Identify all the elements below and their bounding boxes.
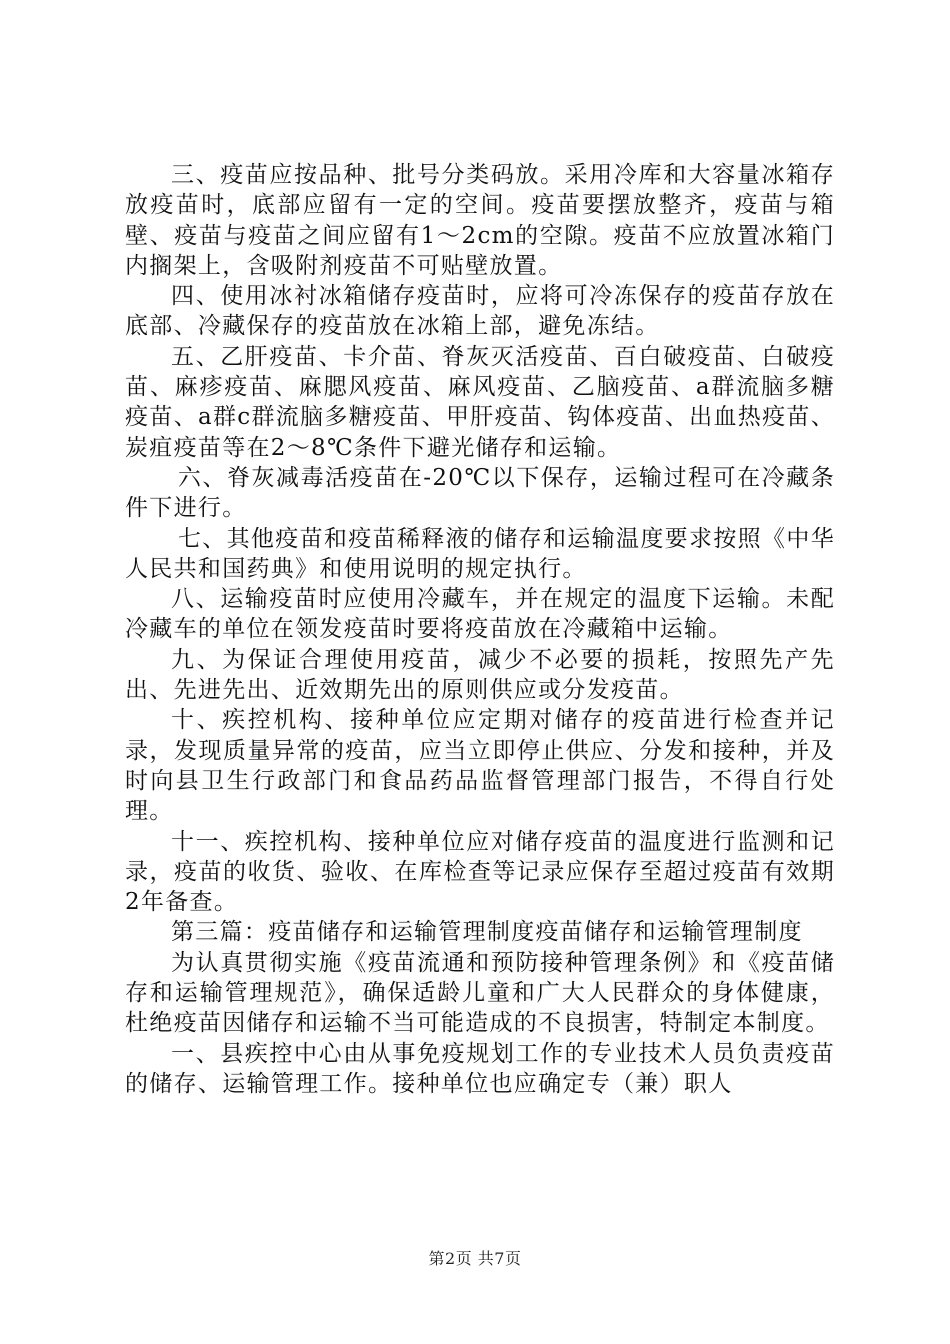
document-body <box>125 160 835 1099</box>
paragraph-five: 五、乙肝疫苗、卡介苗、脊灰灭活疫苗、百白破疫苗、白破疫苗、麻疹疫苗、麻腮风疫苗、麻风疫苗、乙脑疫苗、a群流脑多糖疫苗、a群c群流脑多糖疫苗、甲肝疫苗、钩体疫苗、出血热疫苗、炭疽疫苗等在2～8℃条件下避光储存和运输。 <box>125 343 835 461</box>
paragraph-three: 三、疫苗应按品种、批号分类码放。采用冷库和大容量冰箱存放疫苗时，底部应留有一定的空间。疫苗要摆放整齐，疫苗与箱壁、疫苗与疫苗之间应留有1～2cm的空隙。疫苗不应放置冰箱门内搁架上，含吸附剂疫苗不可贴壁放置。 <box>125 162 835 279</box>
page-number-footer: 第2页 共7页 <box>428 1249 522 1268</box>
paragraph-seven: 七、其他疫苗和疫苗稀释液的储存和运输温度要求按照《中华人民共和国药典》和使用说明的规定执行。 <box>125 525 835 582</box>
paragraph-ten: 十、疾控机构、接种单位应定期对储存的疫苗进行检查并记录，发现质量异常的疫苗，应当立即停止供应、分发和接种，并及时向县卫生行政部门和食品药品监督管理部门报告，不得自行处理。 <box>125 707 835 825</box>
paragraph-eight: 八、运输疫苗时应使用冷藏车，并在规定的温度下运输。未配冷藏车的单位在领发疫苗时要将疫苗放在冷藏箱中运输。 <box>125 586 835 643</box>
paragraph-six: 六、脊灰减毒活疫苗在-20℃以下保存，运输过程可在冷藏条件下进行。 <box>125 464 835 522</box>
paragraph-intro: 为认真贯彻实施《疫苗流通和预防接种管理条例》和《疫苗储存和运输管理规范》，确保适龄儿童和广大人民群众的身体健康，杜绝疫苗因储存和运输不当可能造成的不良损害，特制定本制度。 <box>125 949 835 1037</box>
paragraph-nine: 九、为保证合理使用疫苗，减少不必要的损耗，按照先产先出、先进先出、近效期先出的原则供应或分发疫苗。 <box>125 646 835 704</box>
paragraph-one: 一、县疾控中心由从事免疫规划工作的专业技术人员负责疫苗的储存、运输管理工作。接种单位也应确定专（兼）职人 <box>125 1040 835 1097</box>
section-heading: 第三篇：疫苗储存和运输管理制度疫苗储存和运输管理制度 <box>171 919 803 946</box>
paragraph-eleven: 十一、疾控机构、接种单位应对储存疫苗的温度进行监测和记录，疫苗的收货、验收、在库检查等记录应保存至超过疫苗有效期2年备查。 <box>125 828 835 916</box>
paragraph-four: 四、使用冰衬冰箱储存疫苗时，应将可冷冻保存的疫苗存放在底部、冷藏保存的疫苗放在冰箱上部，避免冻结。 <box>125 283 835 340</box>
